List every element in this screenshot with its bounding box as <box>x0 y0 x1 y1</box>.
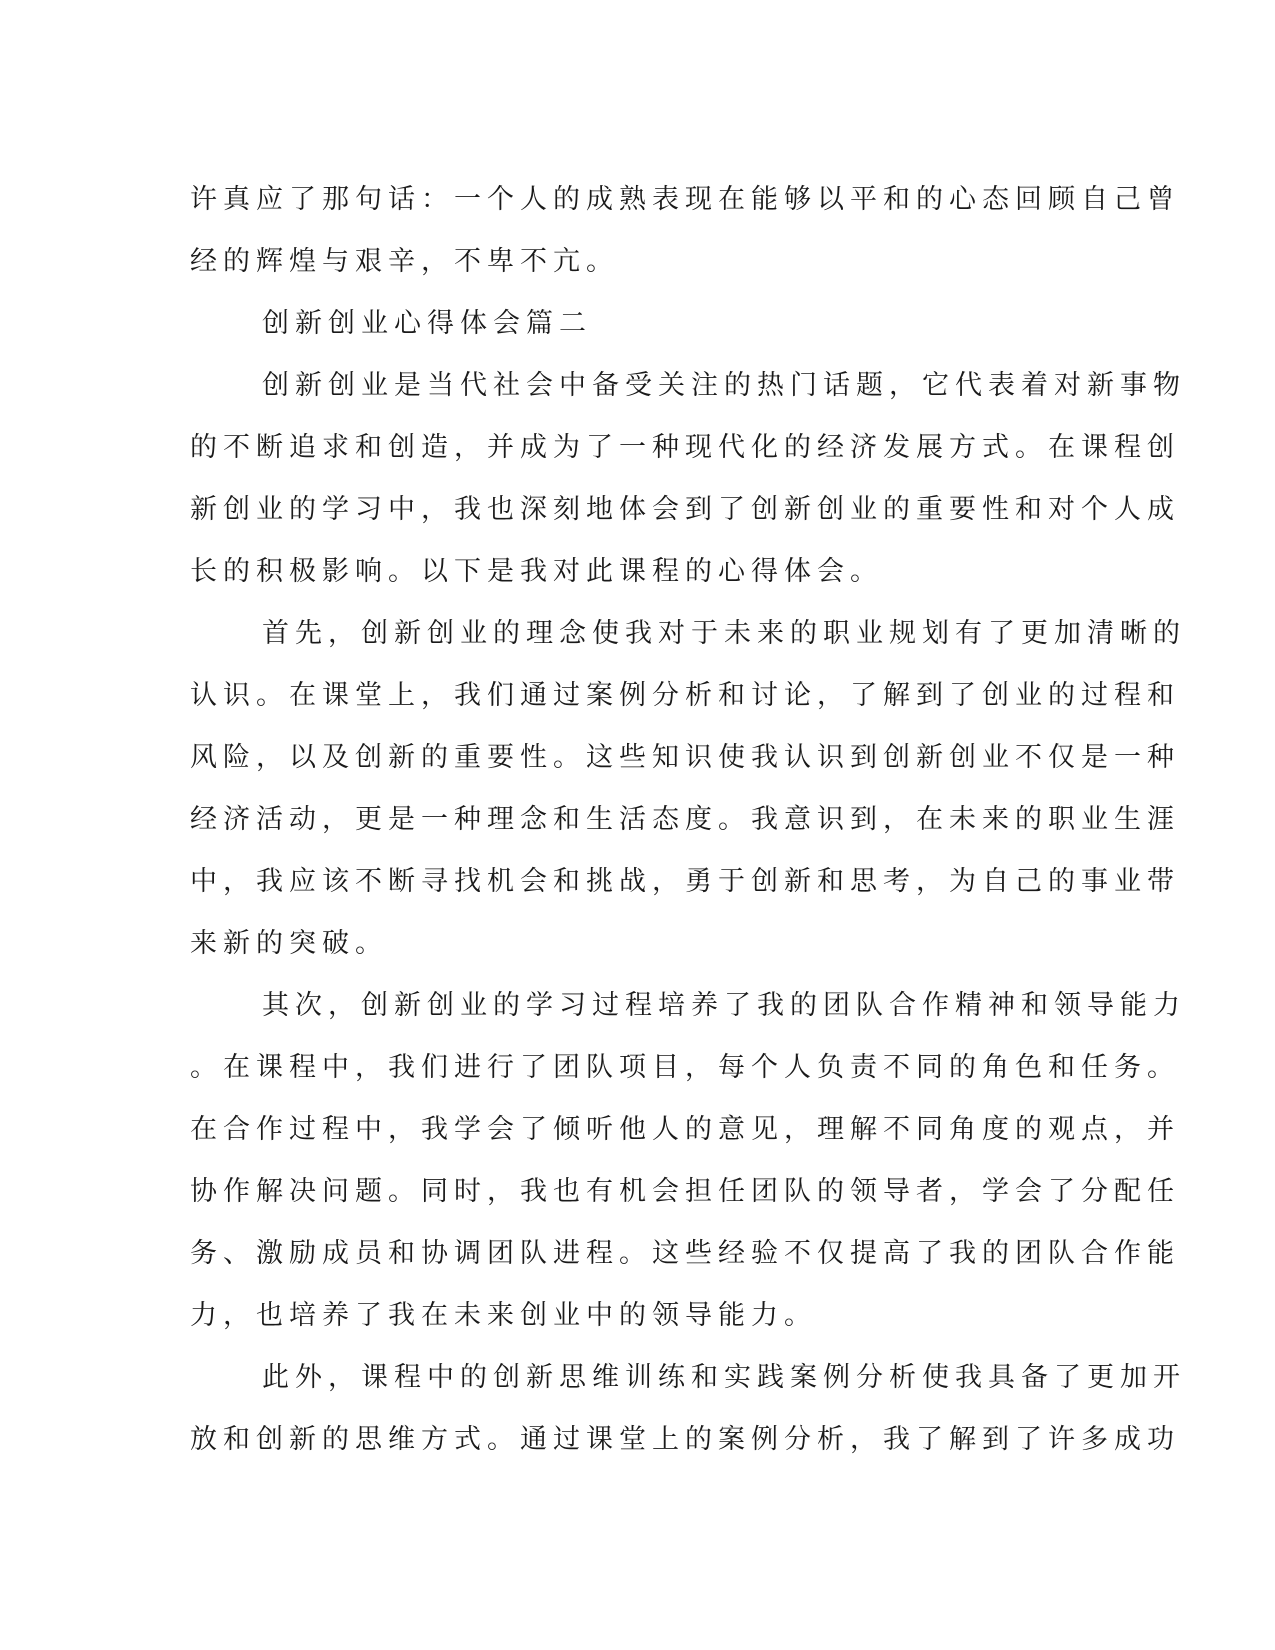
paragraph-start-line: 创新创业是当代社会中备受关注的热门话题，它代表着对新事物 <box>262 370 1186 401</box>
text-line: 新创业的学习中，我也深刻地体会到了创新创业的重要性和对个人成 <box>190 494 1180 525</box>
paragraph-start-line: 此外，课程中的创新思维训练和实践案例分析使我具备了更加开 <box>262 1362 1186 1393</box>
text-line: 风险，以及创新的重要性。这些知识使我认识到创新创业不仅是一种 <box>190 742 1180 773</box>
text-line: 的不断追求和创造，并成为了一种现代化的经济发展方式。在课程创 <box>190 432 1180 463</box>
text-line: 经的辉煌与艰辛，不卑不亢。 <box>190 246 619 277</box>
text-line: 来新的突破。 <box>190 928 388 959</box>
text-line: 经济活动，更是一种理念和生活态度。我意识到，在未来的职业生涯 <box>190 804 1180 835</box>
text-line: 中，我应该不断寻找机会和挑战，勇于创新和思考，为自己的事业带 <box>190 866 1180 897</box>
document-body <box>190 170 1186 1472</box>
text-line: 。在课程中，我们进行了团队项目，每个人负责不同的角色和任务。 <box>190 1052 1180 1083</box>
text-line: 许真应了那句话：一个人的成熟表现在能够以平和的心态回顾自己曾 <box>190 184 1180 215</box>
text-line: 在合作过程中，我学会了倾听他人的意见，理解不同角度的观点，并 <box>190 1114 1180 1145</box>
text-line: 长的积极影响。以下是我对此课程的心得体会。 <box>190 556 883 587</box>
paragraph-start-line: 首先，创新创业的理念使我对于未来的职业规划有了更加清晰的 <box>262 618 1186 649</box>
text-line: 认识。在课堂上，我们通过案例分析和讨论，了解到了创业的过程和 <box>190 680 1180 711</box>
paragraph-start-line: 创新创业心得体会篇二 <box>262 308 592 339</box>
text-line: 力，也培养了我在未来创业中的领导能力。 <box>190 1300 817 1331</box>
text-line: 协作解决问题。同时，我也有机会担任团队的领导者，学会了分配任 <box>190 1176 1180 1207</box>
text-line: 放和创新的思维方式。通过课堂上的案例分析，我了解到了许多成功 <box>190 1424 1180 1455</box>
text-line: 务、激励成员和协调团队进程。这些经验不仅提高了我的团队合作能 <box>190 1238 1180 1269</box>
paragraph-start-line: 其次，创新创业的学习过程培养了我的团队合作精神和领导能力 <box>262 990 1186 1021</box>
